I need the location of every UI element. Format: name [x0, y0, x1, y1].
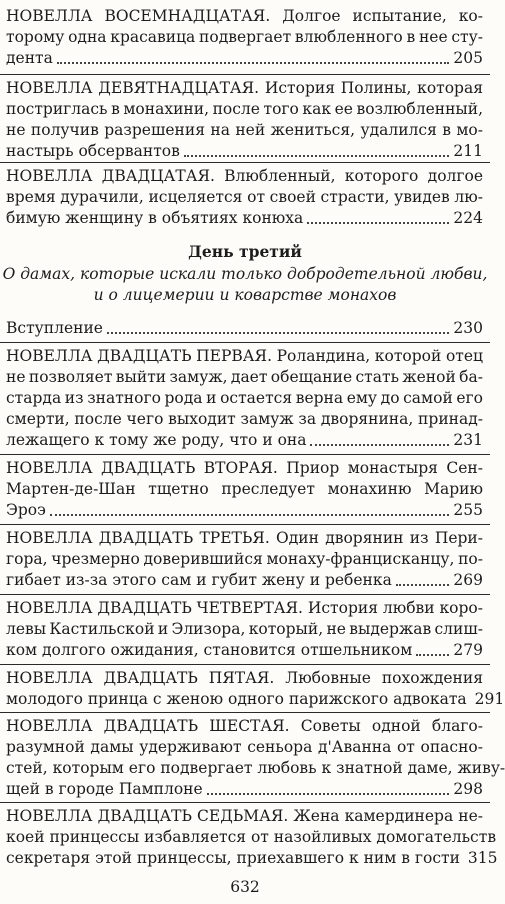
entry-text: гора, чрезмерно доверившийся монаху-францисканцу, по-: [6, 550, 483, 568]
entry-line: [6, 848, 498, 869]
entry-text: Мартен-де-Шан тщетно преследует монахиню Марию: [6, 480, 483, 498]
page-number: 279: [453, 641, 483, 659]
divider: [0, 74, 490, 75]
entry-text: НОВЕЛЛА ДВАДЦАТЬ ШЕСТАЯ. Советы одной благо-: [6, 717, 483, 735]
toc-entry: [6, 346, 483, 451]
entry-line: [6, 346, 483, 367]
toc-entry: [6, 78, 483, 162]
entry-text: гибает из-за этого сам и губит жену и ребенка: [6, 571, 392, 589]
entry-line: [6, 430, 483, 451]
entry-line: [6, 166, 483, 187]
divider: [0, 342, 490, 343]
entry-line: [6, 779, 483, 800]
day-title: День третий: [188, 242, 302, 261]
entry-text: ком долгого ожидания, становится отшельником: [6, 641, 413, 659]
entry-line: [6, 570, 483, 591]
entry-text: молодого принца с женою одного парижского адвоката: [6, 690, 467, 708]
entry-line: [6, 409, 483, 430]
entry-line: [6, 99, 483, 120]
entry-line: [6, 388, 483, 409]
entry-text: торому одна красавица подвергает влюбленного в нее сту-: [6, 28, 483, 46]
entry-line: [6, 48, 483, 69]
entry-text: разумной дамы удерживают сеньора д'Аванна от опасно-: [6, 738, 483, 756]
divider: [0, 712, 490, 713]
divider: [0, 664, 490, 665]
entry-line: [6, 758, 505, 779]
dot-leader: [310, 430, 449, 446]
entry-text: коей принцессы избавляется от назойливых домогательств: [6, 828, 497, 846]
entry-line: [6, 619, 483, 640]
entry-text: время дурачили, исцеляется от своей страсти, увидев лю-: [6, 188, 483, 206]
entry-text: настырь обсервантов: [6, 142, 180, 160]
page-number: 224: [453, 209, 483, 227]
entry-line: [6, 500, 483, 521]
entry-text: НОВЕЛЛА ДВАДЦАТЬ СЕДЬМАЯ. Жена камердинера не-: [6, 807, 483, 825]
toc-entry: [6, 318, 483, 339]
page-number: 298: [453, 780, 483, 798]
toc-entry: [6, 598, 483, 661]
entry-text: НОВЕЛЛА ВОСЕМНАДЦАТАЯ. Долгое испытание, ко-: [6, 7, 483, 25]
entry-text: не получив разрешения на ней жениться, удалился в мо-: [6, 121, 483, 139]
entry-text: стей, которым его подвергает любовь к знатной даме, живу-: [6, 759, 505, 777]
entry-text: НОВЕЛЛА ДВАДЦАТЬ ПЕРВАЯ. Роландина, которой отец: [6, 347, 483, 365]
page-number: 205: [453, 49, 483, 67]
toc-entry: [6, 166, 483, 229]
divider: [0, 594, 490, 595]
dot-leader: [307, 208, 449, 224]
entry-text: дента: [6, 49, 53, 67]
entry-text: НОВЕЛЛА ДВАДЦАТЬ ТРЕТЬЯ. Один дворянин из Пери-: [6, 529, 483, 547]
page-number: 230: [453, 319, 483, 337]
entry-line: [6, 528, 483, 549]
entry-line: [6, 318, 483, 339]
entry-line: [6, 598, 483, 619]
dot-leader: [50, 500, 450, 516]
entry-line: [6, 827, 497, 848]
entry-text: НОВЕЛЛА ДВАДЦАТАЯ. Влюбленный, которого долгое: [6, 167, 483, 185]
dot-leader: [107, 318, 449, 334]
entry-line: [6, 120, 483, 141]
day-subtitle-line: и о лицемерии и коварстве монахов: [93, 286, 397, 304]
divider: [0, 162, 490, 163]
entry-line: [6, 668, 483, 689]
entry-text: старда из знатного рода и остается верна ему до самой его: [6, 389, 483, 407]
entry-text: Вступление: [6, 319, 103, 337]
folio-page-number: 632: [230, 878, 260, 896]
divider: [0, 802, 490, 803]
entry-line: [6, 689, 505, 710]
entry-line: [6, 806, 483, 827]
page-number: 231: [453, 431, 483, 449]
dot-leader: [207, 779, 450, 795]
entry-text: НОВЕЛЛА ДВАДЦАТЬ ЧЕТВЕРТАЯ. История любви коро-: [6, 599, 483, 617]
divider: [0, 524, 490, 525]
entry-text: лежащего к тому же роду, что и она: [6, 431, 307, 449]
toc-entry: [6, 668, 505, 710]
entry-text: НОВЕЛЛА ДВАДЦАТЬ ВТОРАЯ. Приор монастыря Сен-: [6, 459, 483, 477]
entry-text: НОВЕЛЛА ДВАДЦАТЬ ПЯТАЯ. Любовные похождения: [6, 669, 483, 687]
page-number: 255: [453, 501, 483, 519]
entry-line: [6, 78, 483, 99]
entry-line: [6, 716, 483, 737]
entry-line: [6, 458, 483, 479]
page-number: 269: [453, 571, 483, 589]
entry-text: левы Кастильской и Элизора, который, не выдержав слиш-: [6, 620, 483, 638]
entry-text: постриглась в монахини, после того как ее возлюбленный,: [6, 100, 483, 118]
dot-leader: [184, 141, 450, 157]
entry-line: [6, 640, 483, 661]
dot-leader: [396, 570, 450, 586]
toc-entry: [6, 6, 483, 69]
entry-line: [6, 208, 483, 229]
toc-entry: [6, 806, 498, 869]
entry-text: смерти, после чего выходит замуж за дворянина, принад-: [6, 410, 483, 428]
entry-line: [6, 549, 483, 570]
entry-line: [6, 27, 483, 48]
entry-line: [6, 737, 483, 758]
toc-entry: [6, 528, 483, 591]
entry-text: НОВЕЛЛА ДЕВЯТНАДЦАТАЯ. История Полины, которая: [6, 79, 483, 97]
entry-line: [6, 187, 483, 208]
divider: [0, 454, 490, 455]
entry-text: не позволяет выйти замуж, дает обещание стать женой ба-: [6, 368, 483, 386]
entry-line: [6, 479, 483, 500]
toc-entry: [6, 716, 505, 800]
entry-text: щей в городе Памплоне: [6, 780, 203, 798]
entry-text: Эроэ: [6, 501, 46, 519]
entry-text: секретаря этой принцессы, приехавшего к ним в гости: [6, 849, 460, 867]
dot-leader: [416, 640, 449, 656]
entry-line: [6, 6, 483, 27]
toc-entry: [6, 458, 483, 521]
day-subtitle: [0, 264, 490, 306]
entry-text: бимую женщину в объятиях конюха: [6, 209, 304, 227]
page-number: 211: [453, 142, 483, 160]
dot-leader: [57, 48, 450, 64]
day-subtitle-line: О дамах, которые искали только добродетельной любви,: [2, 265, 488, 283]
entry-line: [6, 367, 483, 388]
page-number: 315: [467, 849, 498, 867]
page-number: 291: [474, 690, 505, 708]
entry-line: [6, 141, 483, 162]
